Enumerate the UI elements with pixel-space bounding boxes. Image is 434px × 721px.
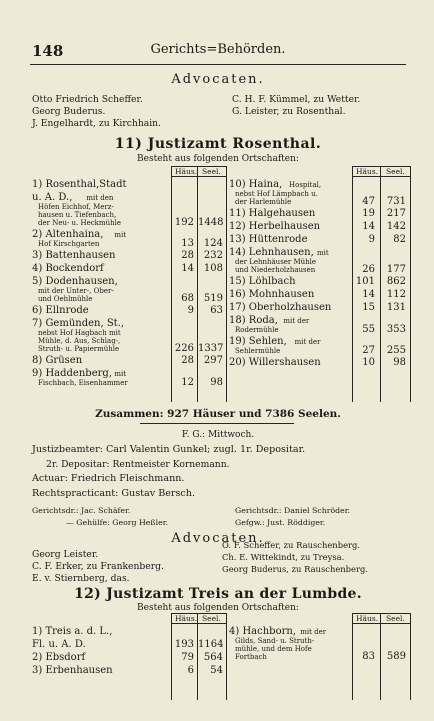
souls-count: 589 [386, 651, 406, 662]
place-name: 8) Grüsen [32, 355, 83, 366]
table-rule [171, 176, 226, 177]
houses-count: 12 [181, 377, 194, 388]
column-rule [197, 166, 198, 402]
column-header: Häus. [175, 167, 198, 176]
column-header: Häus. [356, 614, 379, 623]
souls-count: 108 [203, 263, 223, 274]
houses-count: 14 [362, 289, 375, 300]
advocate-name: J. Engelhardt, zu Kirchhain. [32, 118, 161, 129]
houses-count: 226 [174, 343, 194, 354]
place-detail: nebst Hof Lämpbach u. [235, 190, 318, 198]
advocaten-heading: Advocaten. [171, 72, 265, 87]
houses-count: 47 [362, 196, 375, 207]
place-name: 1) Rosenthal,Stadt [32, 179, 127, 190]
section-title: 11) Justizamt Rosenthal. [114, 136, 322, 152]
souls-count: 1337 [198, 343, 224, 354]
advocate-name: Georg Leister. [32, 549, 99, 560]
place-detail: mühle, und dem Hofe [235, 645, 312, 653]
advocate-name: O. F. Scheffer, zu Rauschenberg. [222, 540, 361, 550]
column-header: Seel. [202, 167, 221, 176]
place-name: 10) Haina, [229, 179, 283, 190]
houses-count: 192 [174, 217, 194, 228]
place-name: 2) Altenhaina, [32, 229, 104, 240]
houses-count: 83 [362, 651, 375, 662]
place-note: mit der [283, 317, 310, 325]
place-note: mit [114, 370, 127, 378]
houses-count: 13 [181, 238, 194, 249]
houses-count: 15 [362, 302, 375, 313]
advocate-name: C. H. F. Kümmel, zu Wetter. [232, 94, 361, 105]
advocate-name: Georg Buderus, zu Rauschenberg. [222, 564, 369, 574]
houses-count: 27 [362, 345, 375, 356]
souls-count: 98 [393, 357, 406, 368]
souls-count: 519 [203, 293, 223, 304]
section-intro: Besteht aus folgenden Ortschaften: [137, 154, 299, 164]
place-detail: Rodermühle [235, 326, 279, 334]
houses-count: 19 [362, 208, 375, 219]
houses-count: 10 [362, 357, 375, 368]
market-day: F. G.: Mittwoch. [181, 430, 255, 440]
place-detail: Gilds, Sand- u. Struth- [235, 637, 315, 645]
column-header: Häus. [356, 167, 379, 176]
souls-count: 142 [386, 221, 406, 232]
place-name: Fl. u. A. D. [32, 639, 86, 650]
souls-count: 862 [386, 276, 406, 287]
header-rule [30, 64, 406, 65]
advocate-name: Otto Friedrich Scheffer. [32, 94, 143, 105]
column-rule [226, 166, 227, 402]
souls-count: 124 [203, 238, 223, 249]
houses-count: 6 [187, 665, 194, 676]
court-official: Gerichtsdr.: Jac. Schäfer. [32, 506, 131, 515]
houses-count: 101 [355, 276, 375, 287]
houses-count: 9 [187, 305, 194, 316]
place-name: 2) Ebsdorf [32, 652, 86, 663]
souls-count: 177 [386, 264, 406, 275]
place-note: mit der [300, 628, 327, 636]
place-detail: Fortbach [235, 653, 267, 661]
place-name: 16) Mohnhausen [229, 289, 315, 300]
houses-count: 14 [362, 221, 375, 232]
place-name: 4) Hachborn, [229, 626, 296, 637]
place-detail: Hof Kirschgarten [38, 240, 100, 248]
souls-count: 232 [203, 250, 223, 261]
houses-count: 28 [181, 250, 194, 261]
place-name: 4) Bockendorf [32, 263, 104, 274]
place-detail: Mühle, d. Aus, Schlag-, [38, 337, 121, 345]
souls-count: 82 [393, 234, 406, 245]
official-line: Rechtspracticant: Gustav Bersch. [32, 488, 196, 499]
souls-count: 63 [210, 305, 223, 316]
court-official: Gefgw.: Just. Röddiger. [235, 518, 326, 527]
souls-count: 255 [386, 345, 406, 356]
place-name: 19) Sehlen, [229, 336, 287, 347]
place-detail: mit der Unter-, Ober- [38, 287, 114, 295]
souls-count: 98 [210, 377, 223, 388]
place-detail: der Lehnhäuser Mühle [235, 258, 317, 266]
advocate-name: Georg Buderus. [32, 106, 106, 117]
place-note: mit [114, 231, 127, 239]
advocate-name: E. v. Stiernberg, das. [32, 573, 130, 584]
page-header [32, 42, 404, 62]
column-rule [171, 166, 172, 402]
place-name: 7) Gemünden, St., [32, 318, 125, 329]
houses-count: 9 [368, 234, 375, 245]
houses-count: 55 [362, 324, 375, 335]
houses-count: 68 [181, 293, 194, 304]
total-line: Zusammen: 927 Häuser und 7386 Seelen. [95, 408, 341, 420]
place-name: 13) Hüttenrode [229, 234, 308, 245]
place-name: 11) Halgehausen [229, 208, 316, 219]
souls-count: 131 [386, 302, 406, 313]
divider [140, 423, 294, 424]
place-name: 14) Lehnhausen, [229, 247, 314, 258]
table-rule [352, 176, 410, 177]
advocate-name: Ch. E. Wittekindt, zu Treysa. [222, 552, 345, 562]
page-number: 148 [32, 42, 64, 60]
place-name: 3) Erbenhausen [32, 665, 113, 676]
houses-count: 79 [181, 652, 194, 663]
table-rule [352, 623, 410, 624]
advocaten-heading: Advocaten. [171, 531, 265, 546]
official-line: Justizbeamter: Carl Valentin Gunkel; zugl. 1r. Depositar. [32, 444, 306, 455]
souls-count: 217 [386, 208, 406, 219]
place-name: 20) Willershausen [229, 357, 321, 368]
table-rule [171, 623, 226, 624]
place-detail: der Harlemühle [235, 198, 292, 206]
houses-count: 193 [174, 639, 194, 650]
place-name: 3) Battenhausen [32, 250, 116, 261]
souls-count: 112 [386, 289, 406, 300]
place-detail: nebst Hof Hagbach mit [38, 329, 121, 337]
advocate-name: G. Leister, zu Rosenthal. [232, 106, 346, 117]
court-official: — Gehülfe: Georg Heßler. [66, 518, 169, 527]
souls-count: 731 [386, 196, 406, 207]
place-detail: und Niederholzhausen [235, 266, 316, 274]
place-detail: der Neu- u. Heckmühle [38, 219, 121, 227]
souls-count: 297 [203, 355, 223, 366]
column-header: Häus. [175, 614, 198, 623]
place-detail: Fischbach, Eisenhammer [38, 379, 128, 387]
place-detail: und Oehlmühle [38, 295, 93, 303]
place-name: 17) Oberholzhausen [229, 302, 332, 313]
column-rule [410, 166, 411, 402]
place-detail: hausen u. Tiefenbach, [38, 211, 117, 219]
place-note: mit den [86, 194, 114, 202]
houses-count: 14 [181, 263, 194, 274]
place-name: 9) Haddenberg, [32, 368, 112, 379]
section-title: 12) Justizamt Treis an der Lumbde. [74, 586, 362, 602]
place-name: 18) Roda, [229, 315, 278, 326]
column-header: Seel. [386, 167, 405, 176]
advocate-name: C. F. Erker, zu Frankenberg. [32, 561, 164, 572]
column-header: Seel. [202, 614, 221, 623]
place-note: mit der [294, 338, 321, 346]
official-line: 2r. Depositar: Rentmeister Kornemann. [46, 459, 230, 470]
place-name: u. A. D., [32, 192, 73, 203]
houses-count: 28 [181, 355, 194, 366]
place-name: 12) Herbelhausen [229, 221, 321, 232]
column-header: Seel. [386, 614, 405, 623]
place-detail: Struth- u. Papiermühle [38, 345, 120, 353]
column-rule [410, 613, 411, 700]
souls-count: 564 [203, 652, 223, 663]
court-official: Gerichtsdr.: Daniel Schröder. [235, 506, 351, 515]
official-line: Actuar: Friedrich Fleischmann. [32, 473, 185, 484]
section-intro: Besteht aus folgenden Ortschaften: [137, 603, 299, 613]
running-title: Gerichts=Behörden. [150, 42, 286, 57]
souls-count: 1164 [198, 639, 224, 650]
place-name: 6) Ellnrode [32, 305, 89, 316]
souls-count: 54 [210, 665, 223, 676]
place-name: 1) Treis a. d. L., [32, 626, 113, 637]
souls-count: 353 [386, 324, 406, 335]
place-note: Hospital, [289, 181, 322, 189]
place-name: 15) Löhlbach [229, 276, 296, 287]
souls-count: 1448 [198, 217, 224, 228]
place-note: mit [317, 249, 329, 257]
column-rule [226, 613, 227, 700]
houses-count: 26 [362, 264, 375, 275]
place-detail: Höfen Eichhof, Merz- [38, 203, 114, 211]
place-detail: Sehlermühle [235, 347, 281, 355]
place-name: 5) Dodenhausen, [32, 276, 118, 287]
